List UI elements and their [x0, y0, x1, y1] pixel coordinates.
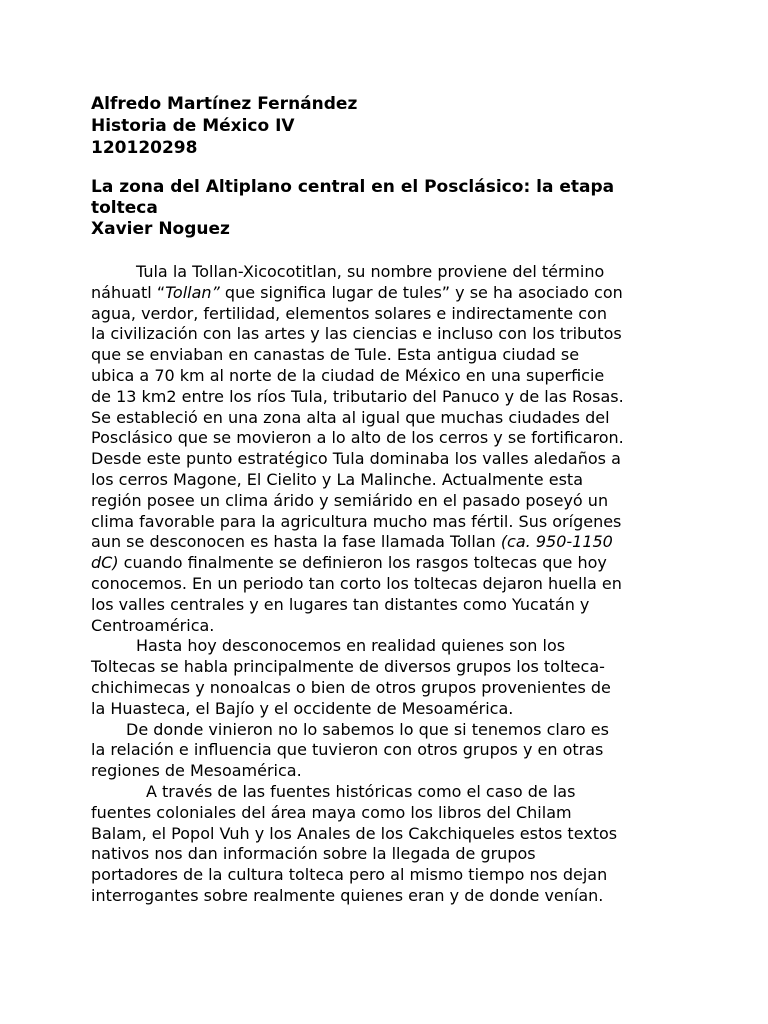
essay-title-line-2: tolteca	[91, 198, 158, 218]
body-italic-text: Tollan”	[165, 282, 220, 302]
body-line: agua, verdor, fertilidad, elementos solares e indirectamente con	[91, 303, 607, 323]
body-line: Centroamérica.	[91, 615, 215, 635]
body-line: de 13 km2 entre los ríos Tula, tributario del Panuco y de las Rosas.	[91, 386, 624, 406]
body-line: Balam, el Popol Vuh y los Anales de los Cakchiqueles estos textos	[91, 823, 618, 843]
body-line: regiones de Mesoamérica.	[91, 761, 302, 781]
body-line: interrogantes sobre realmente quienes eran y de donde venían.	[91, 885, 604, 905]
body-text: que significa lugar de tules” y se ha asociado con	[219, 282, 623, 302]
essay-title-block	[91, 177, 614, 240]
body-line: Se estableció en una zona alta al igual que muchas ciudades del	[91, 407, 610, 427]
body-line: De donde vinieron no lo sabemos lo que si tenemos claro es	[126, 719, 609, 739]
body-line: región posee un clima árido y semiárido en el pasado poseyó un	[91, 490, 609, 510]
essay-title-line-1: La zona del Altiplano central en el Posclásico: la etapa	[91, 177, 615, 197]
body-text: náhuatl “	[91, 282, 166, 302]
body-italic-text: dC)	[91, 553, 119, 573]
body-line: Desde este punto estratégico Tula dominaba los valles aledaños a	[91, 449, 621, 469]
body-line: Posclásico que se movieron a lo alto de los cerros y se fortificaron.	[91, 428, 624, 448]
body-line: Tula la Tollan-Xicocotitlan, su nombre proviene del término	[136, 262, 605, 281]
essay-body	[91, 262, 624, 907]
body-line: la civilización con las artes y las ciencias e incluso con los tributos	[91, 324, 622, 344]
body-line: clima favorable para la agricultura mucho mas fértil. Sus orígenes	[91, 511, 622, 531]
body-line: los valles centrales y en lugares tan distantes como Yucatán y	[91, 594, 590, 614]
body-italic-text: (ca. 950-1150	[500, 532, 613, 552]
body-line: conocemos. En un periodo tan corto los toltecas dejaron huella en	[91, 573, 622, 593]
body-line: portadores de la cultura tolteca pero al mismo tiempo nos dejan	[91, 865, 608, 885]
body-line	[91, 553, 624, 574]
body-line: A través de las fuentes históricas como el caso de las	[146, 781, 576, 801]
student-id: 120120298	[91, 138, 198, 158]
body-line: la relación e influencia que tuvieron con otros grupos y en otras	[91, 740, 604, 760]
course-name: Historia de México IV	[91, 116, 295, 136]
body-line: Toltecas se habla principalmente de diversos grupos los tolteca-	[91, 657, 605, 677]
author-name: Alfredo Martínez Fernández	[91, 94, 358, 114]
body-text: aun se desconocen es hasta la fase llamada Tollan	[91, 532, 501, 552]
body-line: chichimecas y nonoalcas o bien de otros grupos provenientes de	[91, 677, 611, 697]
body-line: Hasta hoy desconocemos en realidad quienes son los	[136, 636, 566, 656]
body-line: fuentes coloniales del área maya como los libros del Chilam	[91, 802, 572, 822]
body-line	[91, 532, 624, 553]
body-line: que se enviaban en canastas de Tule. Esta antigua ciudad se	[91, 345, 580, 365]
body-line: la Huasteca, el Bajío y el occidente de Mesoamérica.	[91, 698, 514, 718]
document-header	[91, 93, 357, 159]
body-line: los cerros Magone, El Cielito y La Malinche. Actualmente esta	[91, 469, 583, 489]
source-author: Xavier Noguez	[91, 219, 230, 239]
body-text: cuando finalmente se definieron los rasgos toltecas que hoy	[118, 553, 607, 573]
body-line: nativos nos dan información sobre la llegada de grupos	[91, 844, 536, 864]
body-line	[91, 283, 624, 304]
body-line: ubica a 70 km al norte de la ciudad de México en una superficie	[91, 365, 605, 385]
